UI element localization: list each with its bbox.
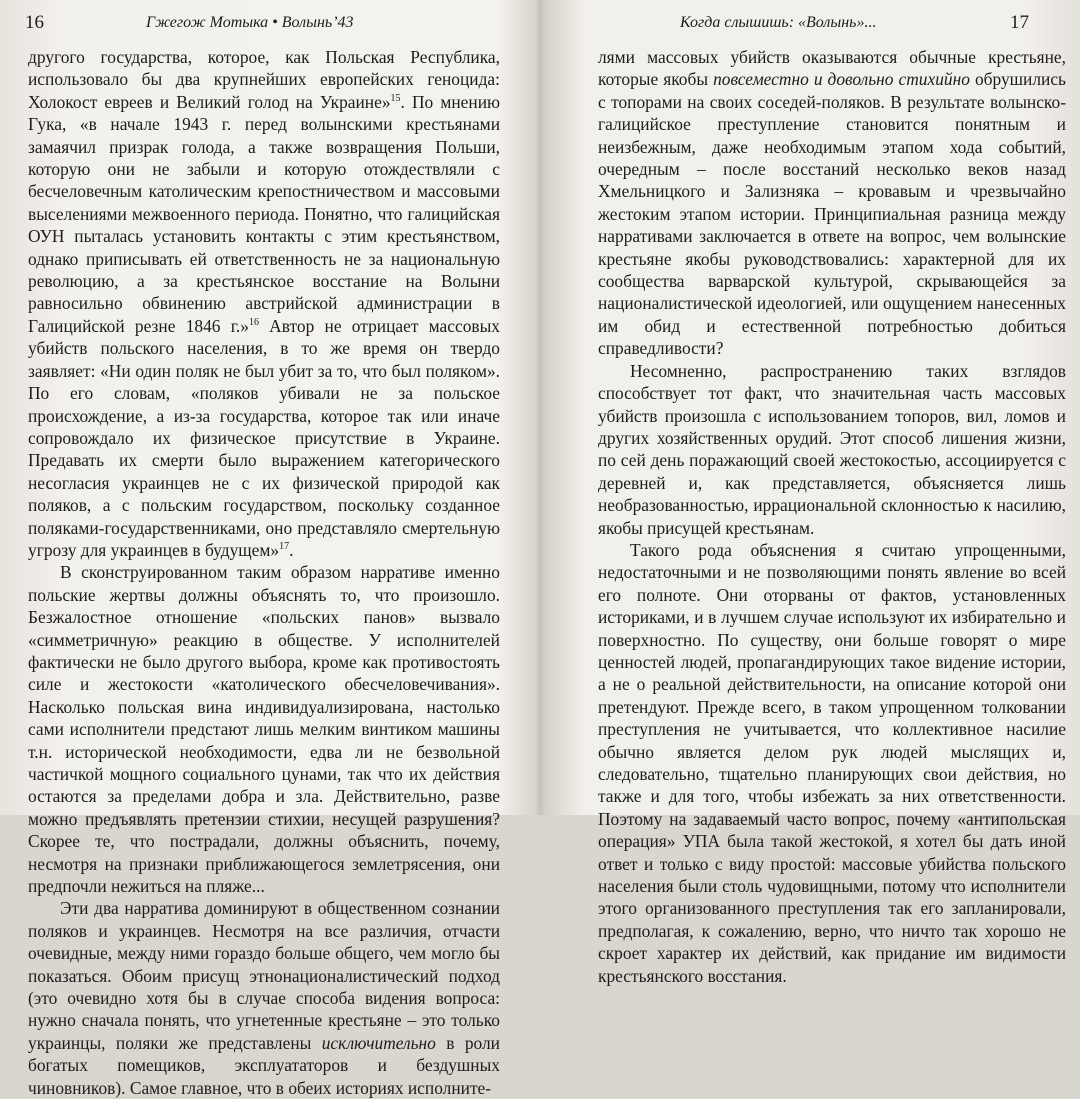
emphasis: повсеместно и довольно стихийно <box>713 69 970 90</box>
page-number: 16 <box>25 12 44 33</box>
text-run: лями массовых убийств оказываются обычные крестьяне, которые якобы <box>598 47 1066 90</box>
paragraph <box>598 46 1066 360</box>
paragraph <box>598 539 1066 987</box>
text-run: В сконструированном таким образом нарративе именно польские жертвы должны объяснять то, что произошло. Безжалостное отношение «польских панов» вызвало «симметричную» реакцию в обществе. У исполнителей фактически не было другого выбора, кроме как противостоять силе и жестокости «католического обесчеловечивания». Насколько польская вина индивидуализирована, настолько сами исполнители предстают лишь мелким винтиком машины т.н. исторической необходимости, едва ли не безвольной частичкой мощного социального цунами, так что их действия остаются за пределами добра и зла. Действительно, разве можно предъявлять претензии стихии, несущей разрушения? Скорее те, что пострадали, должны объяснить, почему, несмотря на признаки приближающегося землетрясения, они предпочли нежиться на пляже... <box>28 562 500 897</box>
emphasis: исключительно <box>321 1032 436 1053</box>
paragraph <box>28 561 500 897</box>
footnote-ref: 16 <box>248 317 259 329</box>
text-run: Такого рода объяснения я считаю упрощенными, недостаточными и не позволяющими понять явление во всей его полноте. Они оторваны от фактов, установленных историками, и в лучшем случае используют их избирательно и поверхностно. По существу, они больше говорят о мире ценностей людей, пропагандирующих такое видение истории, а не о реальной действительности, на описание которой они претендуют. Прежде всего, в таком упрощенном толковании преступления не учитывается, что коллективное насилие обычно является делом рук людей мыслящих и, следовательно, тщательно планирующих свои действия, но также и для того, чтобы избежать за них ответственности. Поэтому на задаваемый часто вопрос, почему «антипольская операция» УПА была такой жестокой, я хотел бы дать иной ответ и только с виду простой: массовые убийства польского населения были столь чудовищными, потому что исполнители этого организованного преступления так его запланировали, предполагая, к сожалению, верно, что ничто так хорошо не скроет характер их действий, как придание им видимости крестьянского восстания. <box>598 539 1066 986</box>
paragraph <box>598 360 1066 539</box>
paragraph <box>28 897 500 1099</box>
text-run: Эти два нарратива доминируют в общественном сознании поляков и украинцев. Несмотря на все различия, отчасти очевидные, между ними гораздо больше общего, чем могло бы показаться. Обоим присущ этнонационалистический подход (это очевидно хотя бы в случае способа видения вопроса: нужно сначала понять, что угнетенные крестьяне – это только украинцы, поляки же представлены <box>28 898 500 1053</box>
text-run: в роли богатых помещиков, эксплуататоров и бездушных чиновников). Самое главное, что в обеих историях исполните- <box>28 1032 500 1098</box>
right-page <box>540 0 1080 986</box>
left-page <box>0 0 540 1098</box>
footnote-ref: 15 <box>390 93 401 105</box>
text-run: . <box>289 539 294 560</box>
paragraph <box>28 46 500 561</box>
text-run: Автор не отрицает массовых убийств польского населения, в то же время он твердо заявляет: «Ни один поляк не был убит за то, что был поляком». По его словам, «поляков убивали не за польское происхождение, а из-за государства, которое так или иначе сопровождало их физическое присутствие в Украине. Предавать их смерти было выражением категорического несогласия украинцев не с их физической природой как поляков, а с польским государством, поскольку созданное поляками-государственниками, оно представляло смертельную угрозу для украинцев в будущем» <box>28 315 500 560</box>
text-run: обрушились с топорами на своих соседей-поляков. В результате волынско-галицийское преступление становится понятным и неизбежным, даже необходимым этапом хода событий, очередным – после восстаний несколько веков назад Хмельницкого и Зализняка – кровавым и чрезвычайно жестоким этапом истории. Принципиальная разница между нарративами заключается в ответе на вопрос, чем волынские крестьяне якобы руководствовались: характерной для их сообщества варварской культурой, скрывающейся за националистической идеологией, или ощущением нанесенных им обид и естественной потребностью добиться справедливости? <box>598 69 1066 359</box>
page-number: 17 <box>1010 12 1029 33</box>
text-run: другого государства, которое, как Польская Республика, использовало бы два крупнейших европейских геноцида: Холокост евреев и Великий голод на Украине» <box>28 47 500 112</box>
text-run: . По мнению Гука, «в начале 1943 г. перед волынскими крестьянами замаячил призрак голода, а также возвращения Польши, которую они не забыли и которую отождествляли с бесчеловечным католическим крепостничеством и массовыми выселениями межвоенного периода. Понятно, что галицийская ОУН пыталась установить контакты с этим крестьянством, однако приписывать ей ответственность не за национальную революцию, а за крестьянское восстание на Волыни равносильно обвинению австрийской администрации в Галицийской резне 1846 г.» <box>28 91 500 336</box>
right-page-text <box>598 46 1066 987</box>
running-head: Когда слышишь: «Волынь»... <box>680 14 877 31</box>
left-page-text <box>28 46 500 1099</box>
text-run: Несомненно, распространению таких взглядов способствует тот факт, что значительная часть массовых убийств произошла с использованием топоров, вил, ломов и других хозяйственных орудий. Этот способ лишения жизни, по сей день поражающий своей жестокостью, ассоциируется с деревней и, как представляется, объясняется лишь необразованностью, иррациональной склонностью к насилию, якобы присущей крестьянам. <box>598 360 1066 538</box>
running-head: Гжегож Мотыка • Волынь’43 <box>146 14 354 31</box>
footnote-ref: 17 <box>279 541 290 553</box>
